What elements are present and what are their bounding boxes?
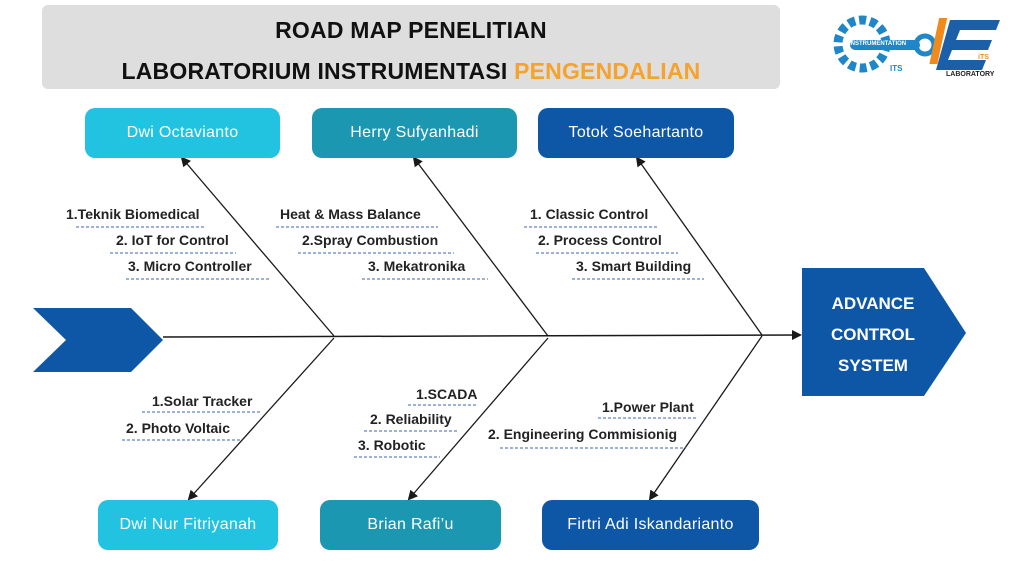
topic-top-1-1: 1.Teknik Biomedical — [66, 206, 200, 222]
name-box-bottom-3: Firtri Adi Iskandarianto — [542, 500, 759, 550]
topic-bottom-3-1: 1.Power Plant — [602, 399, 694, 415]
name-box-bottom-1: Dwi Nur Fitriyanah — [98, 500, 278, 550]
name-box-top-1: Dwi Octavianto — [85, 108, 280, 158]
topic-bottom-3-2: 2. Engineering Commisionig — [488, 426, 678, 442]
laboratory-logo-text: LABORATORY — [946, 71, 995, 78]
topic-top-3-2: 2. Process Control — [538, 232, 662, 248]
topic-bottom-2-2: 2. Reliability — [370, 411, 452, 427]
name-box-top-2: Herry Sufyanhadi — [312, 108, 517, 158]
topic-bottom-2-1: 1.SCADA — [416, 386, 478, 402]
topic-bottom-2-3: 3. Robotic — [358, 437, 426, 453]
topic-top-1-2: 2. IoT for Control — [116, 232, 229, 248]
goal-label: ADVANCE CONTROL SYSTEM — [830, 294, 916, 375]
its-sub-logo-text: iTS — [978, 54, 989, 61]
page-title: ROAD MAP PENELITIAN — [275, 17, 547, 43]
name-box-top-3: Totok Soehartanto — [538, 108, 734, 158]
subtitle-accent: PENGENDALIAN — [514, 58, 701, 84]
topic-bottom-1-1: 1.Solar Tracker — [152, 393, 253, 409]
branch-line-bottom-1 — [189, 338, 334, 499]
its-logo-text: ITS — [890, 64, 903, 73]
topic-top-2-3: 3. Mekatronika — [368, 258, 466, 274]
name-box-bottom-2: Brian Rafi’u — [320, 500, 501, 550]
topic-top-1-3: 3. Micro Controller — [128, 258, 252, 274]
topic-top-2-2: 2.Spray Combustion — [302, 232, 439, 248]
topic-top-3-1: 1. Classic Control — [530, 206, 649, 222]
topic-top-3-3: 3. Smart Building — [576, 258, 692, 274]
spine-arrow — [163, 335, 800, 337]
tail-chevron-shape — [33, 308, 163, 372]
topic-top-2-1: Heat & Mass Balance — [280, 206, 421, 222]
branch-line-bottom-3 — [650, 336, 762, 499]
subtitle-part-1: LABORATORIUM INSTRUMENTASI — [121, 58, 515, 84]
topic-bottom-1-2: 2. Photo Voltaic — [126, 420, 230, 436]
instrumentation-logo-text: INSTRUMENTATION — [849, 41, 907, 47]
